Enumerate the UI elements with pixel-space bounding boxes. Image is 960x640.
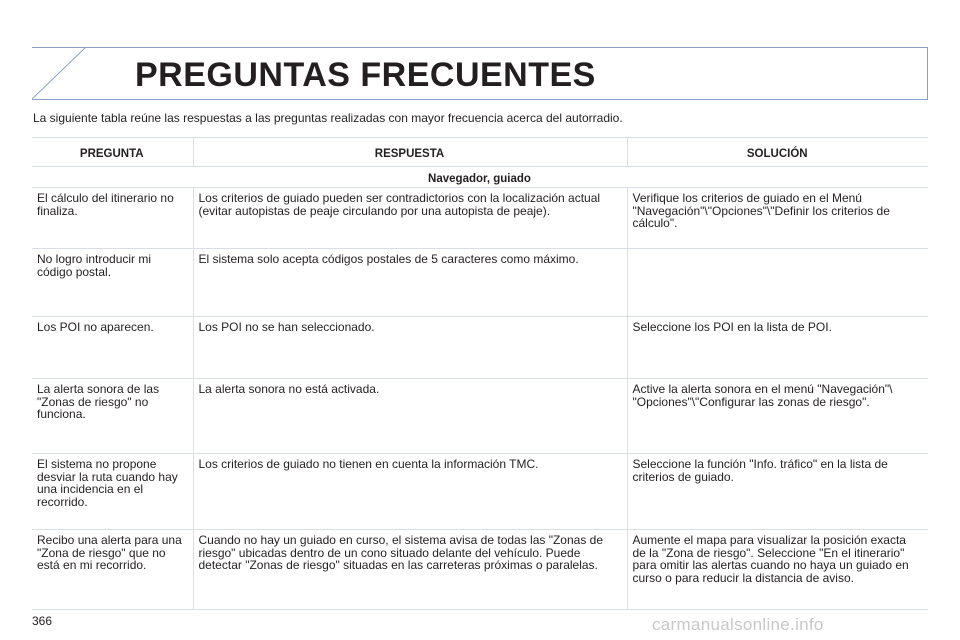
table-row: [32, 454, 928, 530]
answer-cell: Cuando no hay un guiado en curso, el sistema avisa de todas las "Zonas de riesgo" ubicadas dentro de un cono situado delante del vehículo. Puede detectar "Zonas de riesgo" situadas en las carreteras próximas o paralelas.: [193, 530, 627, 610]
column-header-answer: RESPUESTA: [193, 138, 627, 167]
page-number: 366: [32, 614, 53, 628]
solution-cell: Seleccione los POI en la lista de POI.: [627, 317, 928, 379]
table-row: [32, 249, 928, 317]
answer-cell: Los criterios de guiado pueden ser contradictorios con la localización actual (evitar autopistas de peaje circulando por una autopista de peaje).: [193, 188, 627, 249]
table-row: [32, 379, 928, 454]
answer-cell: Los criterios de guiado no tienen en cuenta la información TMC.: [193, 454, 627, 530]
question-cell: Recibo una alerta para una "Zona de riesgo" que no está en mi recorrido.: [32, 530, 193, 610]
watermark: carmanualsonline.info: [652, 615, 824, 634]
page-title: PREGUNTAS FRECUENTES: [135, 56, 596, 94]
question-cell: No logro introducir mi código postal.: [32, 249, 193, 317]
question-cell: Los POI no aparecen.: [32, 317, 193, 379]
answer-cell: Los POI no se han seleccionado.: [193, 317, 627, 379]
table-row: [32, 188, 928, 249]
section-row: [32, 167, 928, 188]
solution-cell: Active la alerta sonora en el menú "Navegación"\ "Opciones"\"Configurar las zonas de riesgo".: [627, 379, 928, 454]
question-cell: El cálculo del itinerario no finaliza.: [32, 188, 193, 249]
table-row: [32, 530, 928, 610]
faq-table: [32, 137, 928, 610]
column-header-solution: SOLUCIÓN: [627, 138, 928, 167]
answer-cell: La alerta sonora no está activada.: [193, 379, 627, 454]
answer-cell: El sistema solo acepta códigos postales de 5 caracteres como máximo.: [193, 249, 627, 317]
section-title: Navegador, guiado: [32, 167, 928, 188]
solution-cell: Aumente el mapa para visualizar la posición exacta de la "Zona de riesgo". Seleccione "En el itinerario" para omitir las alertas cuando no haya un guiado en curso o para reducir la distancia de aviso.: [627, 530, 928, 610]
table-row: [32, 317, 928, 379]
intro-text: La siguiente tabla reúne las respuestas a las preguntas realizadas con mayor frecuencia acerca del autorradio.: [33, 111, 623, 125]
solution-cell: Verifique los criterios de guiado en el Menú "Navegación"\"Opciones"\"Definir los criterios de cálculo".: [627, 188, 928, 249]
table-header-row: [32, 138, 928, 167]
question-cell: El sistema no propone desviar la ruta cuando hay una incidencia en el recorrido.: [32, 454, 193, 530]
solution-cell: [627, 249, 928, 317]
solution-cell: Seleccione la función "Info. tráfico" en la lista de criterios de guiado.: [627, 454, 928, 530]
question-cell: La alerta sonora de las "Zonas de riesgo" no funciona.: [32, 379, 193, 454]
column-header-question: PREGUNTA: [32, 138, 193, 167]
